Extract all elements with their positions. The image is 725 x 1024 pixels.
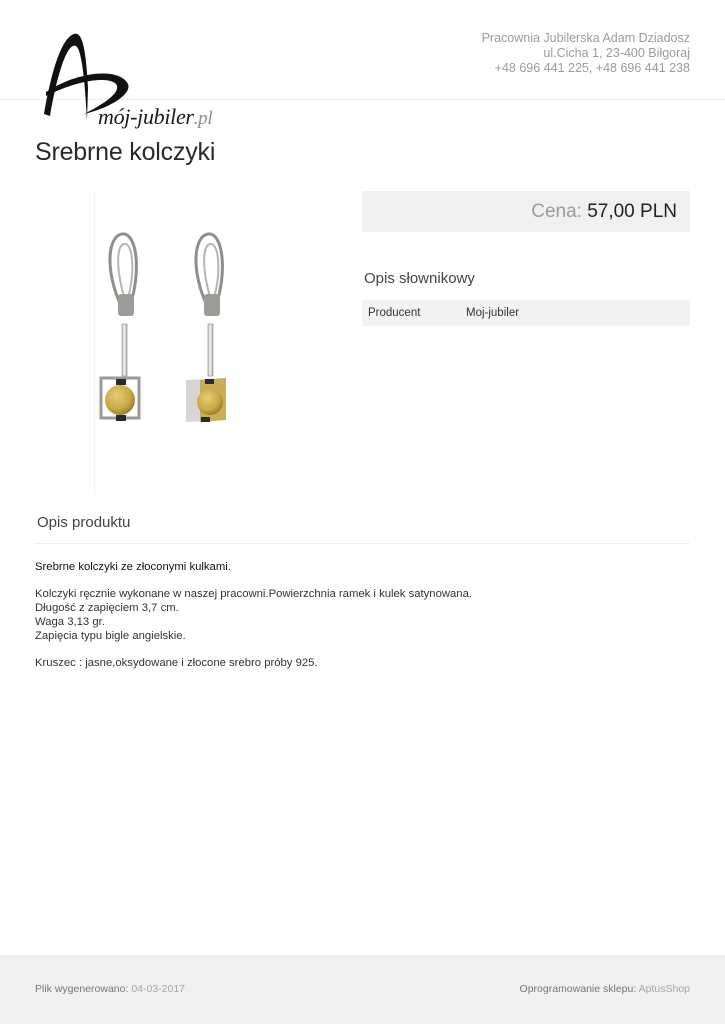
logo-name: mój-jubiler	[98, 104, 194, 129]
logo-text	[98, 104, 212, 130]
price-box	[362, 191, 690, 232]
software-link[interactable]: AptusShop	[638, 983, 690, 995]
description-line: Waga 3,13 gr.	[35, 616, 105, 628]
price-value: 57,00 PLN	[587, 201, 677, 222]
description-title: Opis produktu	[37, 514, 131, 531]
attributes-title: Opis słownikowy	[364, 270, 475, 287]
description-line: Długość z zapięciem 3,7 cm.	[35, 602, 179, 614]
description-line: Zapięcia typu bigle angielskie.	[35, 630, 186, 642]
footer-generated	[35, 983, 185, 995]
price	[531, 201, 677, 223]
attributes-table	[362, 300, 690, 326]
description-details	[35, 587, 685, 643]
product-image	[90, 190, 260, 495]
software-label: Oprogramowanie sklepu:	[519, 983, 637, 995]
attribute-value: Moj-jubiler	[466, 307, 520, 319]
company-name: Pracownia Jubilerska Adam Dziadosz	[481, 31, 690, 45]
description-body	[35, 560, 685, 670]
description-divider	[35, 543, 690, 544]
description-line: Kolczyki ręcznie wykonane w naszej pracowni.Powierzchnia ramek i kulek satynowana.	[35, 588, 473, 600]
price-label: Cena:	[531, 201, 582, 222]
logo[interactable]	[40, 28, 230, 134]
page-title: Srebrne kolczyki	[35, 138, 216, 166]
company-phones: +48 696 441 225, +48 696 441 238	[494, 61, 690, 75]
logo-tld: .pl	[193, 108, 213, 129]
company-address: ul.Cicha 1, 23-400 Biłgoraj	[543, 46, 690, 60]
description-lead: Srebrne kolczyki ze złoconymi kulkami.	[35, 561, 231, 573]
generated-date: 04-03-2017	[131, 983, 186, 995]
footer	[0, 955, 725, 1024]
footer-software	[520, 983, 690, 995]
attribute-key: Producent	[368, 307, 421, 319]
description-material: Kruszec : jasne,oksydowane i złocone srebro próby 925.	[35, 657, 318, 669]
generated-label: Plik wygenerowano:	[35, 983, 129, 995]
earrings-image	[90, 190, 260, 495]
company-info	[482, 31, 690, 76]
